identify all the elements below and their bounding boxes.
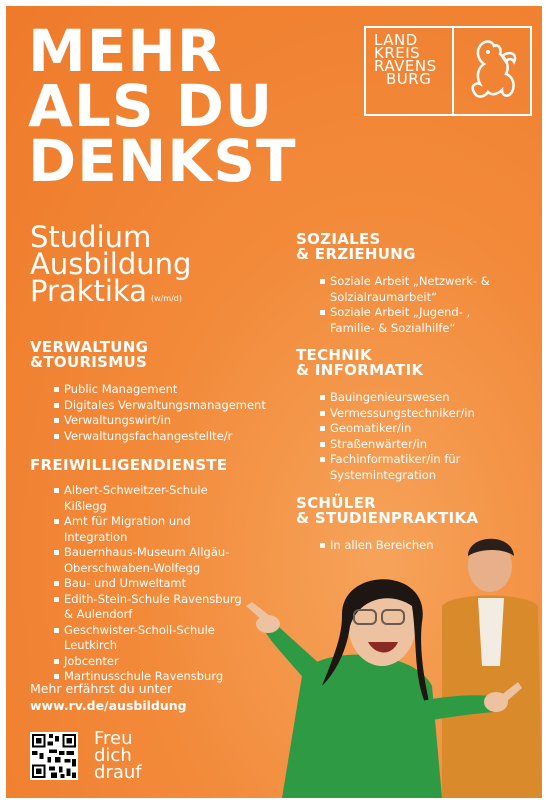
list-item: Public Management <box>52 382 266 398</box>
headline-line-1: MEHR <box>28 17 223 85</box>
section-freiwilligendienste <box>30 458 252 685</box>
landkreis-logo <box>364 26 532 116</box>
headline-line-2: ALS DU <box>28 72 274 140</box>
list-item: Vermessungstechniker/in <box>318 406 516 422</box>
gender-suffix: (w/m/d) <box>150 294 182 303</box>
list-item: Bauingenieurswesen <box>318 390 516 406</box>
students-photo <box>242 526 542 798</box>
list-item: Bauernhaus-Museum Allgäu-Oberschwaben-Wolfegg <box>52 545 252 576</box>
list-item: Verwaltungsfachangestellte/r <box>52 429 266 445</box>
logo-line: KREIS <box>374 44 421 62</box>
headline-line-3: DENKST <box>28 127 297 195</box>
section-technik <box>296 348 516 483</box>
list-item: Martinusschule Ravensburg <box>52 669 252 685</box>
qr-code-icon <box>30 732 78 780</box>
list-item: Albert-Schweitzer-Schule Kißlegg <box>52 483 252 514</box>
section-title: SCHÜLER & STUDIENPRAKTIKA <box>296 494 479 527</box>
list-item: Geomatiker/in <box>318 421 516 437</box>
section-title: FREIWILLIGENDIENSTE <box>30 456 228 474</box>
more-info <box>30 680 187 714</box>
list-item: In allen Bereichen <box>318 538 478 554</box>
more-info-url[interactable]: www.rv.de/ausbildung <box>30 698 187 713</box>
headline <box>28 17 297 195</box>
section-verwaltung <box>30 340 266 444</box>
slogan-line: dich <box>94 745 132 766</box>
section-title: TECHNIK & INFORMATIK <box>296 346 424 379</box>
list-item: Verwaltungswirt/in <box>52 413 266 429</box>
more-info-text: Mehr erfährst du unter <box>30 681 173 696</box>
slogan-line: Freu <box>94 728 133 749</box>
subtitle-line: Praktika <box>30 274 147 308</box>
list-item: Jobcenter <box>52 654 252 670</box>
section-list <box>30 382 266 444</box>
list-item: Amt für Migration und Integration <box>52 514 252 545</box>
section-list <box>296 274 516 336</box>
list-item: Digitales Verwaltungsmanagement <box>52 398 266 414</box>
list-item: Straßenwärter/in <box>318 437 516 453</box>
slogan <box>94 730 142 781</box>
list-item: Soziale Arbeit „Jugend- , Familie- & Sozialhilfe“ <box>318 305 516 336</box>
section-list <box>296 390 516 483</box>
section-title: VERWALTUNG &TOURISMUS <box>30 338 149 371</box>
logo-line: BURG <box>386 70 432 88</box>
lion-icon <box>454 28 530 114</box>
section-soziales <box>296 232 516 336</box>
list-item: Fachinformatiker/in für Systemintegration <box>318 452 516 483</box>
section-list <box>30 483 252 685</box>
section-title: SOZIALES & ERZIEHUNG <box>296 230 416 263</box>
subtitle-line: Studium <box>30 220 152 254</box>
subtitle <box>30 220 192 312</box>
list-item: Geschwister-Scholl-Schule Leutkirch <box>52 623 252 654</box>
logo-line: LAND <box>374 31 418 49</box>
subtitle-line: Ausbildung <box>30 247 192 281</box>
logo-line: RAVENS <box>374 57 437 75</box>
slogan-line: drauf <box>94 762 142 783</box>
list-item: Bau- und Umweltamt <box>52 576 252 592</box>
poster <box>6 6 542 798</box>
list-item: Edith-Stein-Schule Ravensburg & Aulendorf <box>52 592 252 623</box>
subtitle-line-3 <box>30 274 191 312</box>
list-item: Soziale Arbeit „Netzwerk- & Solzialraumarbeit“ <box>318 274 516 305</box>
logo-text <box>366 28 454 114</box>
